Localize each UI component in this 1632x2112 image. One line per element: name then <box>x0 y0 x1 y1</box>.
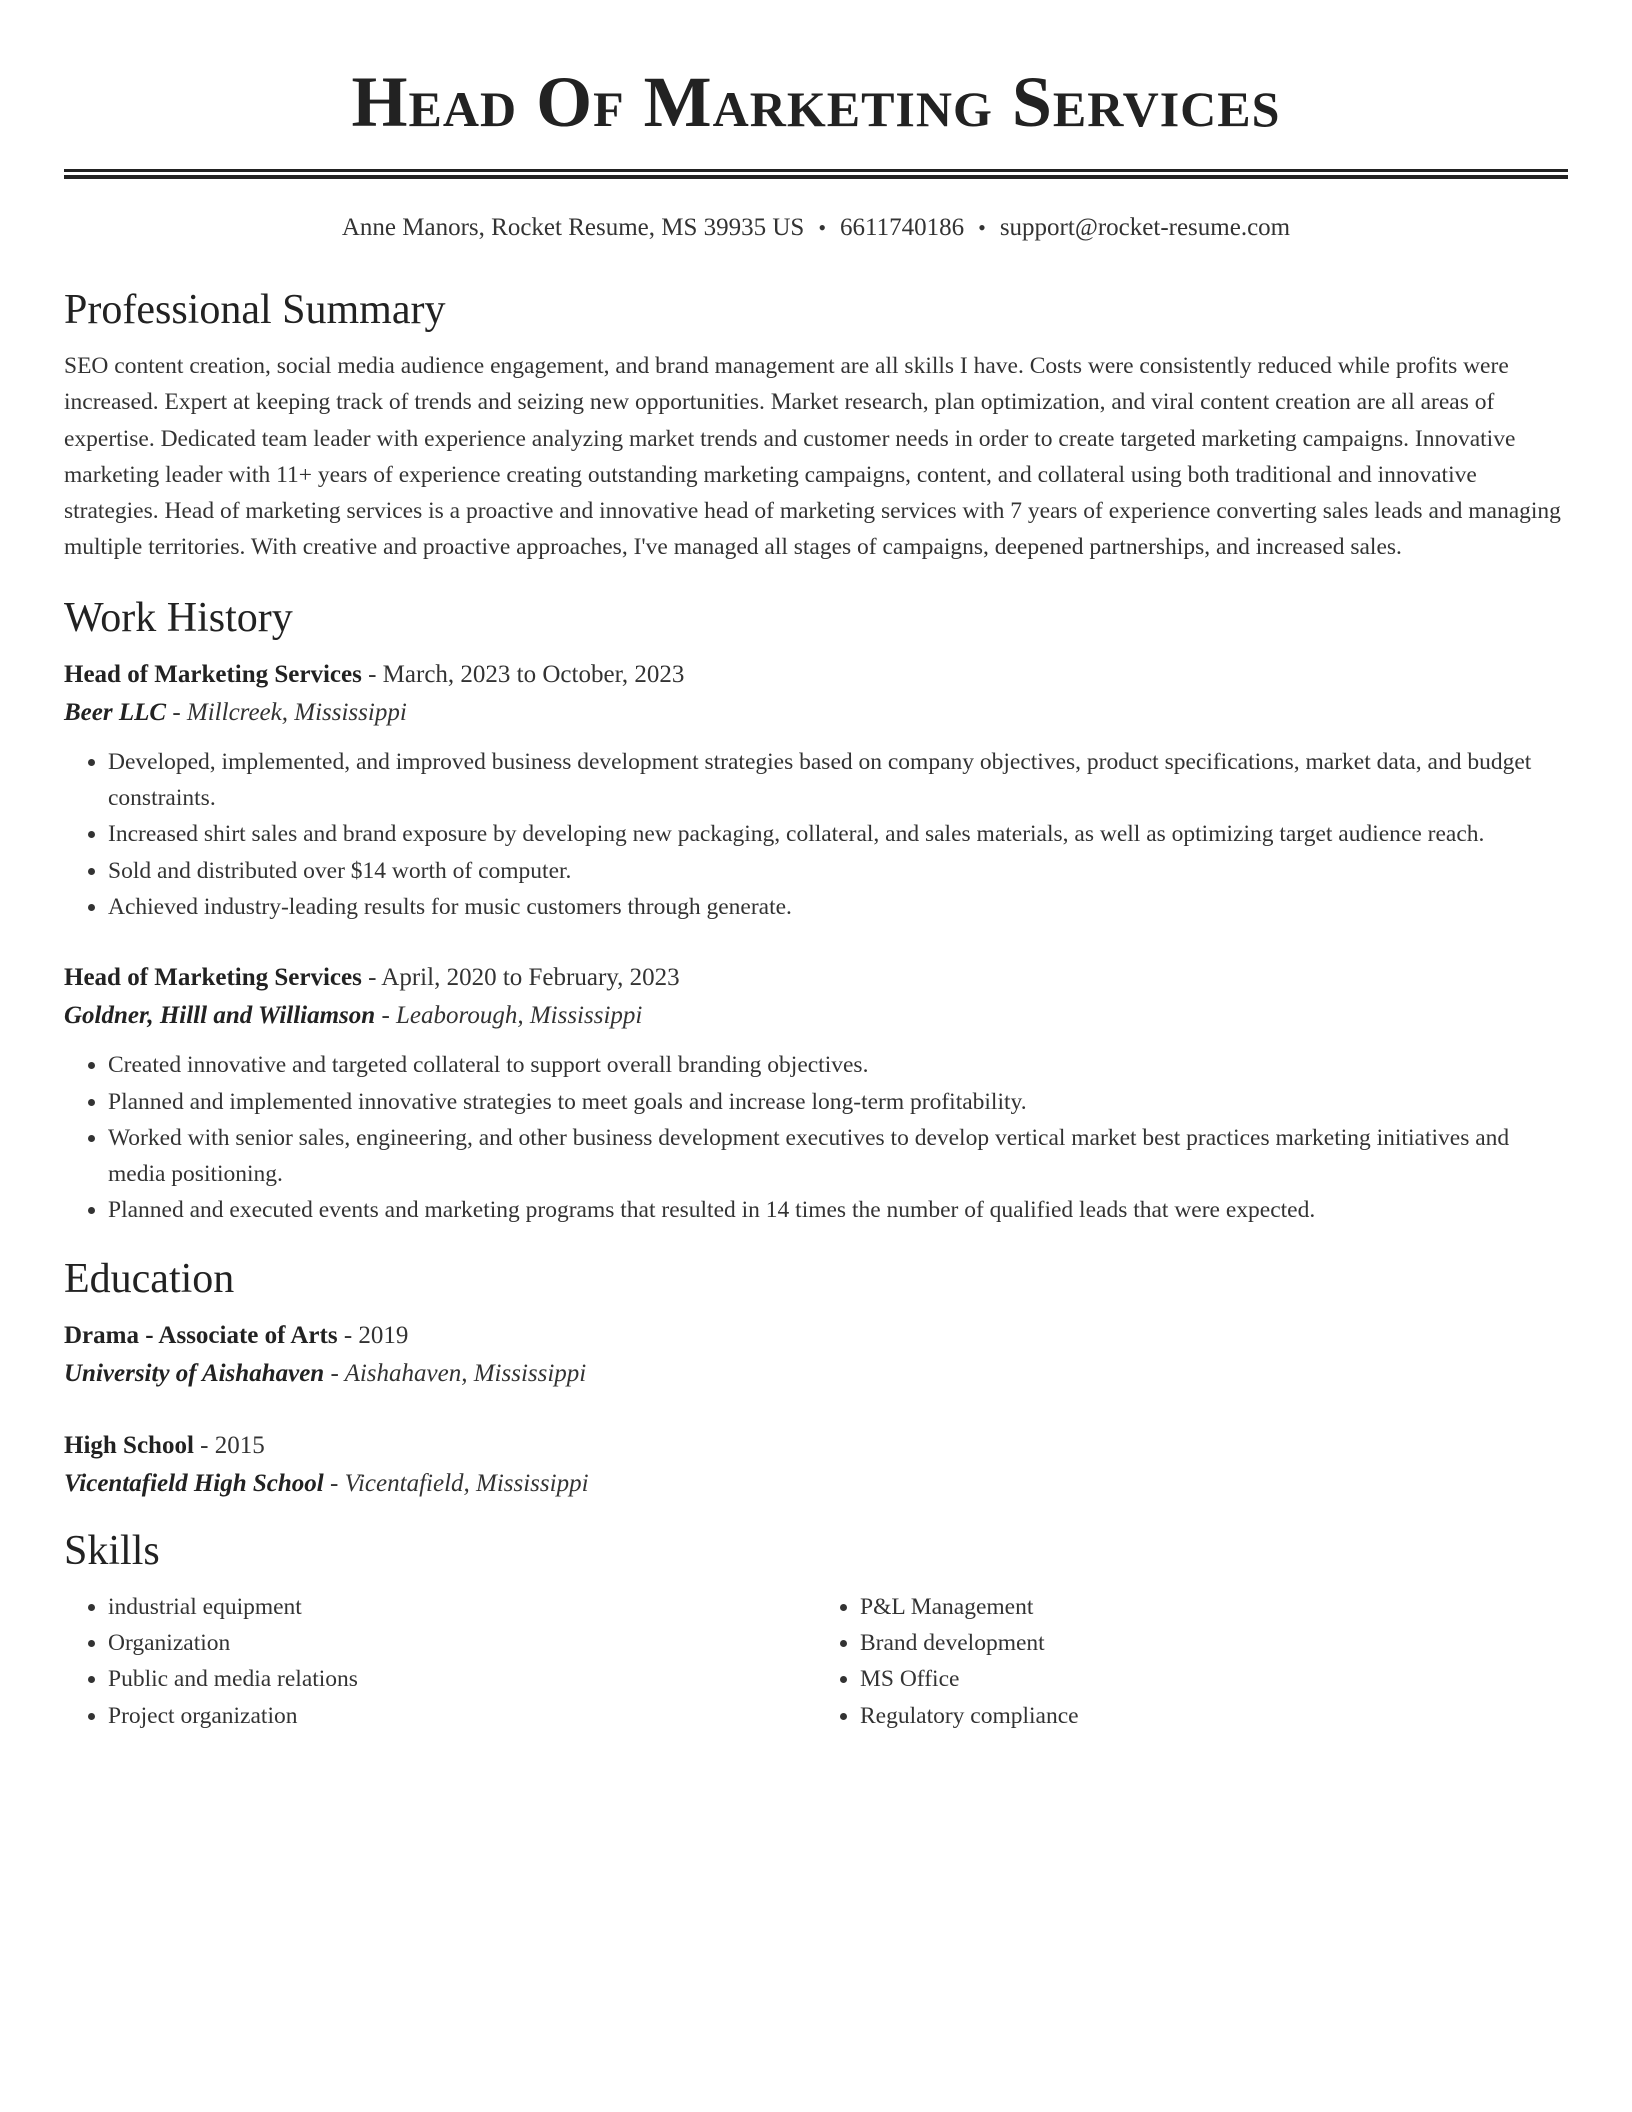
list-item: • Worked with senior sales, engineering, and other business development executives to develop vertical market best practices marketing initiatives and media positioning. <box>108 1120 1568 1193</box>
job-company-line <box>64 694 1568 732</box>
education-location: - Vicentafield, Mississippi <box>323 1469 589 1497</box>
list-item: • Increased shirt sales and brand exposure by developing new packaging, collateral, and sales materials, as well as optimizing target audience reach. <box>108 816 1568 852</box>
contact-email: support@rocket-resume.com <box>999 214 1291 241</box>
contact-line <box>64 212 1568 244</box>
skill-item: • P&L Management <box>860 1589 1568 1625</box>
skills-column-right <box>816 1589 1568 1734</box>
contact-address: Anne Manors, Rocket Resume, MS 39935 US <box>341 214 805 241</box>
job-bullets <box>64 744 1568 925</box>
resume-name-title: Head Of Marketing Services <box>351 62 1281 142</box>
list-item: • Achieved industry-leading results for music customers through generate. <box>108 889 1568 925</box>
education-entry <box>64 1317 1568 1393</box>
section-title-summary: Professional Summary <box>64 287 446 333</box>
education-entry <box>64 1427 1568 1503</box>
job-entry <box>64 959 1568 1228</box>
education-school: Vicentafield High School <box>64 1469 324 1497</box>
section-title-work-history: Work History <box>64 594 293 641</box>
education-school-line <box>64 1355 1568 1393</box>
education-year: - 2015 <box>193 1431 265 1459</box>
job-location: - Millcreek, Mississippi <box>166 698 407 726</box>
job-role: Head of Marketing Services <box>64 964 362 992</box>
skill-item: • industrial equipment <box>108 1589 816 1625</box>
section-title-skills: Skills <box>64 1527 160 1574</box>
job-header <box>64 959 1568 997</box>
education-header <box>64 1427 1568 1465</box>
job-entry <box>64 656 1568 925</box>
job-location: - Leaborough, Mississippi <box>375 1002 643 1030</box>
education-degree: High School <box>64 1431 194 1459</box>
job-header <box>64 656 1568 694</box>
job-dates: - April, 2020 to February, 2023 <box>361 964 680 992</box>
skill-item: • MS Office <box>860 1661 1568 1697</box>
education-school: University of Aishahaven <box>64 1359 325 1387</box>
skill-item: • Organization <box>108 1625 816 1661</box>
job-company: Goldner, Hilll and Williamson <box>64 1002 376 1030</box>
skill-item: • Brand development <box>860 1625 1568 1661</box>
skill-item: • Public and media relations <box>108 1661 816 1697</box>
skill-item: • Regulatory compliance <box>860 1698 1568 1734</box>
job-company: Beer LLC <box>64 698 167 726</box>
job-dates: - March, 2023 to October, 2023 <box>361 660 685 688</box>
job-company-line <box>64 997 1568 1035</box>
summary-text: SEO content creation, social media audience engagement, and brand management are all skills I have. Costs were consistently reduced while profits were increased. Expert at keeping track of trends and seizing new opportunities. Market research, plan optimization, and viral content creation are all areas of expertise. Dedicated team leader with experience analyzing market trends and customer needs in order to create targeted marketing campaigns. Innovative marketing leader with 11+ years of experience creating outstanding marketing campaigns, content, and collateral using both traditional and innovative strategies. Head of marketing services is a proactive and innovative head of marketing services with 7 years of experience converting sales leads and managing multiple territories. With creative and proactive approaches, I've managed all stages of campaigns, deepened partnerships, and increased sales. <box>64 353 1561 561</box>
skill-item: • Project organization <box>108 1698 816 1734</box>
contact-separator: • <box>818 215 827 240</box>
list-item: • Planned and implemented innovative strategies to meet goals and increase long-term profitability. <box>108 1084 1568 1120</box>
job-role: Head of Marketing Services <box>64 660 362 688</box>
education-header <box>64 1317 1568 1355</box>
education-school-line <box>64 1465 1568 1503</box>
list-item: • Developed, implemented, and improved business development strategies based on company objectives, product specifications, market data, and budget constraints. <box>108 744 1568 817</box>
job-bullets <box>64 1047 1568 1228</box>
education-year: - 2019 <box>337 1321 409 1349</box>
skills-grid <box>64 1589 1568 1734</box>
education-location: - Aishahaven, Mississippi <box>324 1359 587 1387</box>
contact-phone: 6611740186 <box>840 214 965 241</box>
contact-separator: • <box>978 215 986 240</box>
education-degree: Drama - Associate of Arts <box>64 1321 338 1349</box>
list-item: • Created innovative and targeted collateral to support overall branding objectives. <box>108 1047 1568 1083</box>
section-title-education: Education <box>64 1255 235 1302</box>
list-item: • Sold and distributed over $14 worth of computer. <box>108 853 1568 889</box>
list-item: • Planned and executed events and marketing programs that resulted in 14 times the number of qualified leads that were expected. <box>108 1192 1568 1228</box>
header-double-rule <box>64 169 1568 179</box>
skills-column-left <box>64 1589 816 1734</box>
